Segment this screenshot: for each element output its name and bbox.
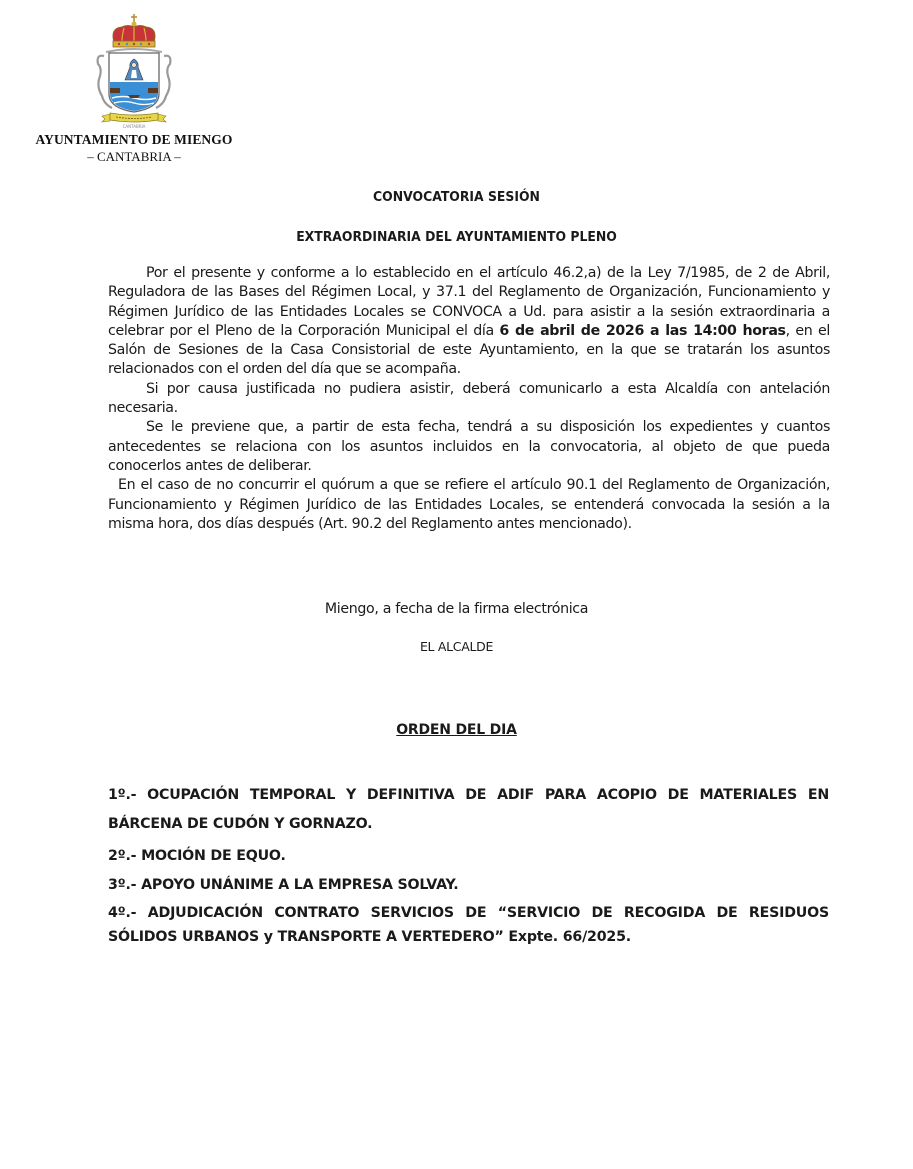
convocation-body xyxy=(108,264,830,534)
session-date-time: 6 de abril de 2026 a las 14:00 horas xyxy=(499,322,786,339)
paragraph-absence: Si por causa justificada no pudiera asistir, deberá comunicarlo a esta Alcaldía con antelación necesaria. xyxy=(108,380,830,417)
crown-icon xyxy=(113,14,155,47)
logo-banner-text: CANTABRIA xyxy=(122,124,146,129)
agenda-item: 1º.- OCUPACIÓN TEMPORAL Y DEFINITIVA DE ADIF PARA ACOPIO DE MATERIALES EN BÁRCENA DE CUDÓN Y GORNAZO. xyxy=(108,787,829,832)
paragraph-convocation-text-cont: , en el Salón de Sesiones de la Casa Consistorial de este Ayuntamiento, en la que se tratarán los asuntos relacionados con el orden del día que se acompaña. xyxy=(108,322,830,378)
agenda-item: 3º.- APOYO UNÁNIME A LA EMPRESA SOLVAY. xyxy=(108,877,459,893)
document-title: CONVOCATORIA SESIÓN xyxy=(373,189,540,205)
agenda-title: ORDEN DEL DIA xyxy=(396,722,517,738)
paragraph-quorum: En el caso de no concurrir el quórum a que se refiere el artículo 90.1 del Reglamento de Organización, Funcionamiento y Régimen Jurídico de las Entidades Locales, se entenderá convocada la sesión a la misma hora, dos días después (Art. 90.2 del Reglamento antes mencionado). xyxy=(108,477,830,532)
organization-name: AYUNTAMIENTO DE MIENGO xyxy=(35,132,233,147)
place-date: Miengo, a fecha de la firma electrónica xyxy=(324,601,589,617)
paragraph-convocation-text: Por el presente y conforme a lo establecido en el artículo 46.2,a) de la Ley 7/1985, de 2 de Abril, Reguladora de las Bases del Régimen Local, y 37.1 del Reglamento de Organización, Funcionamiento y Régimen Jurídico de las Entidades Locales se CONVOCA a Ud. para asistir a la sesión extraordinaria a celebrar por el Pleno de la Corporación Municipal el día xyxy=(108,265,830,339)
document-subtitle: EXTRAORDINARIA DEL AYUNTAMIENTO PLENO xyxy=(296,229,617,245)
paragraph-documents: Se le previene que, a partir de esta fecha, tendrá a su disposición los expedientes y cuantos antecedentes se relaciona con los asuntos incluidos en la convocatoria, al objeto de que pueda conocerlos antes de deliberar. xyxy=(108,419,830,474)
agenda-item: 4º.- ADJUDICACIÓN CONTRATO SERVICIOS DE “SERVICIO DE RECOGIDA DE RESIDUOS SÓLIDOS URBANOS y TRANSPORTE A VERTEDERO” Expte. 66/2025. xyxy=(108,905,829,945)
banner-ribbon xyxy=(102,113,166,129)
paragraph-convocation xyxy=(108,264,830,380)
letterhead xyxy=(28,12,240,165)
agenda-item: 2º.- MOCIÓN DE EQUO. xyxy=(108,848,286,864)
agenda-list xyxy=(108,781,829,949)
coat-of-arms-logo xyxy=(92,12,176,130)
organization-region: – CANTABRIA – xyxy=(87,149,181,164)
signatory: EL ALCALDE xyxy=(419,639,494,654)
shield-icon xyxy=(109,53,159,112)
